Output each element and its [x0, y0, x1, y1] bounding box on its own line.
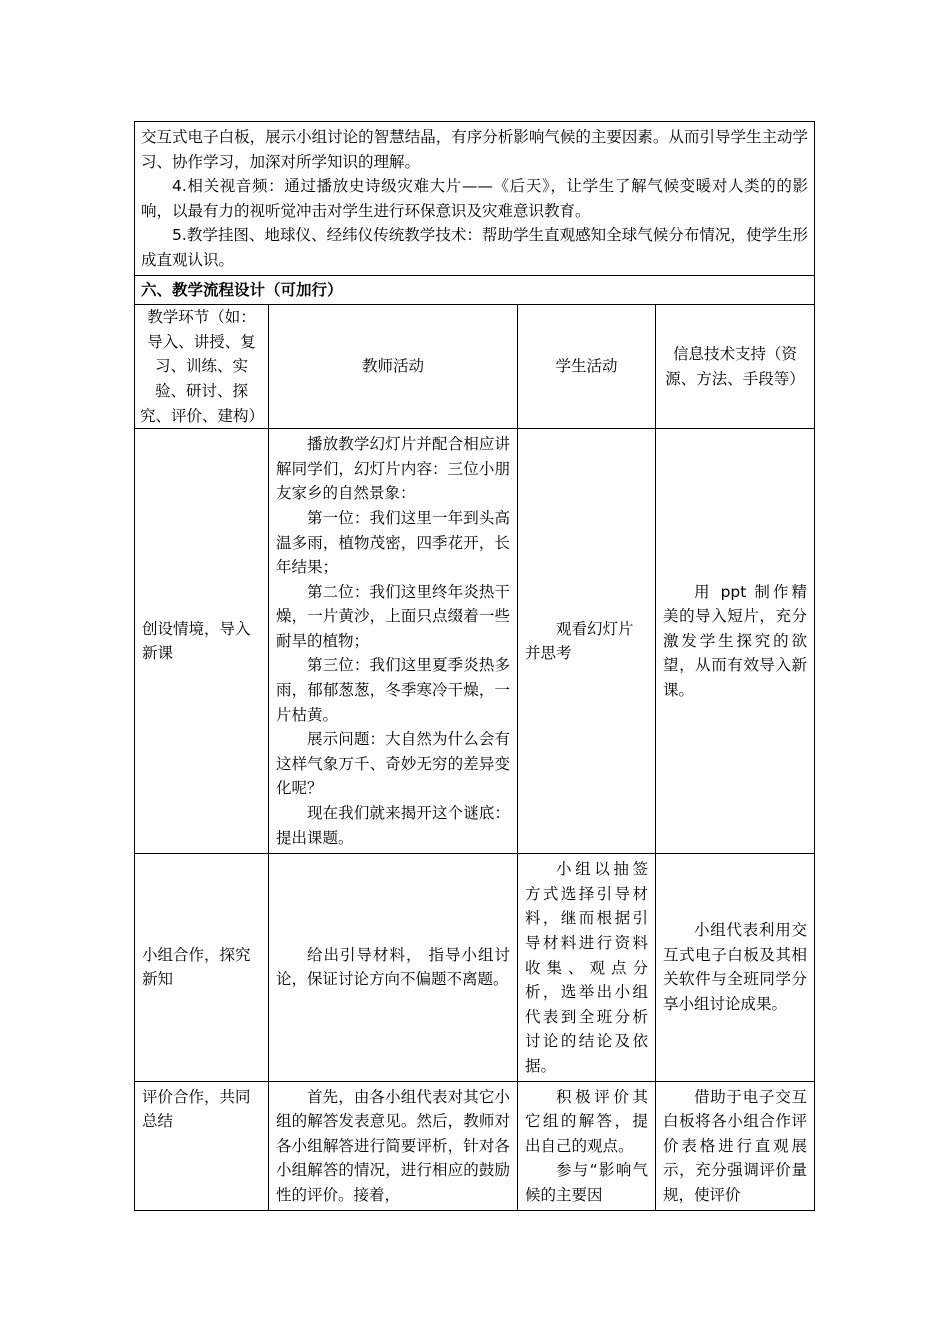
teacher-paragraph: 现在我们就来揭开这个谜底：提出课题。: [276, 804, 510, 847]
tech-support-cell: [656, 429, 815, 854]
header-stage: 教学环节（如：导入、讲授、复习、训练、实验、研讨、探究、评价、建构）: [135, 305, 269, 429]
header-teacher: 教师活动: [269, 305, 518, 429]
tech-support-cell: [656, 1081, 815, 1210]
student-paragraph: 参与“影响气候的主要因: [525, 1161, 648, 1204]
teacher-activity-cell: [269, 429, 518, 854]
teacher-paragraph: 第一位：我们这里一年到头高温多雨，植物茂密，四季花开，长年结果；: [276, 508, 510, 577]
student-activity-cell: [518, 1081, 656, 1210]
tech-support-cell: [656, 854, 815, 1081]
teacher-paragraph: 第三位：我们这里夏季炎热多雨，郁郁葱葱，冬季寒冷干燥，一片枯黄。: [276, 656, 510, 724]
intro-row: [135, 122, 815, 276]
table-header-row: [135, 305, 815, 429]
stage-cell: 评价合作，共同总结: [135, 1081, 269, 1210]
student-activity-cell: [518, 429, 656, 854]
teacher-paragraph: 给出引导材料， 指导小组讨论，保证讨论方向不偏题不离题。: [276, 945, 510, 989]
student-paragraph: 积极评价其它组的解答，提出自己的观点。: [525, 1087, 648, 1155]
table-row: [135, 429, 815, 854]
table-row: [135, 854, 815, 1081]
lesson-plan-table: [134, 121, 815, 1211]
section-title: 六、教学流程设计（可加行）: [135, 275, 815, 305]
intro-paragraph: 4.相关视音频：通过播放史诗级灾难大片——《后天》，让学生了解气候变暖对人类的的影响，以最有力的视听觉冲击对学生进行环保意识及灾难意识教育。: [141, 177, 809, 220]
student-paragraph: 观看幻灯片并思考: [525, 619, 634, 663]
section-title-row: [135, 275, 815, 305]
tech-paragraph: 用 ppt 制作精美的导入短片，充分激发学生探究的欲望，从而有效导入新课。: [663, 582, 808, 700]
teacher-paragraph: 首先，由各小组代表对其它小组的解答发表意见。然后，教师对各小组解答进行简要评析，针对各小组解答的情况，进行相应的鼓励性的评价。接着，: [276, 1087, 510, 1204]
table-row: [135, 1081, 815, 1210]
student-paragraph: 小组以抽签方式选择引导材料，继而根据引导材料进行资料收集、观点分析，选举出小组代表到全班分析讨论的结论及依据。: [525, 860, 648, 1075]
tech-paragraph: 小组代表利用交互式电子白板及其相关软件与全班同学分享小组讨论成果。: [663, 921, 808, 1013]
tech-paragraph: 借助于电子交互白板将各小组合作评价表格进行直观展示，充分强调评价量规，使评价: [663, 1087, 808, 1204]
teacher-activity-cell: [269, 1081, 518, 1210]
header-student: 学生活动: [518, 305, 656, 429]
header-tech: 信息技术支持（资源、方法、手段等）: [656, 305, 815, 429]
student-activity-cell: [518, 854, 656, 1081]
teacher-activity-cell: [269, 854, 518, 1081]
teacher-paragraph: 展示问题：大自然为什么会有这样气象万千、奇妙无穷的差异变化呢？: [276, 730, 510, 798]
stage-cell: 小组合作，探究新知: [135, 854, 269, 1081]
teacher-paragraph: 播放教学幻灯片并配合相应讲解同学们，幻灯片内容：三位小朋友家乡的自然景象：: [276, 435, 510, 503]
document-page: [134, 121, 814, 1211]
stage-cell: 创设情境，导入新课: [135, 429, 269, 854]
intro-cell: [135, 122, 815, 276]
intro-paragraph: 5.教学挂图、地球仪、经纬仪传统教学技术：帮助学生直观感知全球气候分布情况，使学生形成直观认识。: [141, 226, 809, 269]
intro-paragraph: 交互式电子白板，展示小组讨论的智慧结晶，有序分析影响气候的主要因素。从而引导学生主动学习、协作学习，加深对所学知识的理解。: [141, 128, 809, 171]
teacher-paragraph: 第二位：我们这里终年炎热干燥，一片黄沙，上面只点缀着一些耐旱的植物；: [276, 582, 510, 650]
